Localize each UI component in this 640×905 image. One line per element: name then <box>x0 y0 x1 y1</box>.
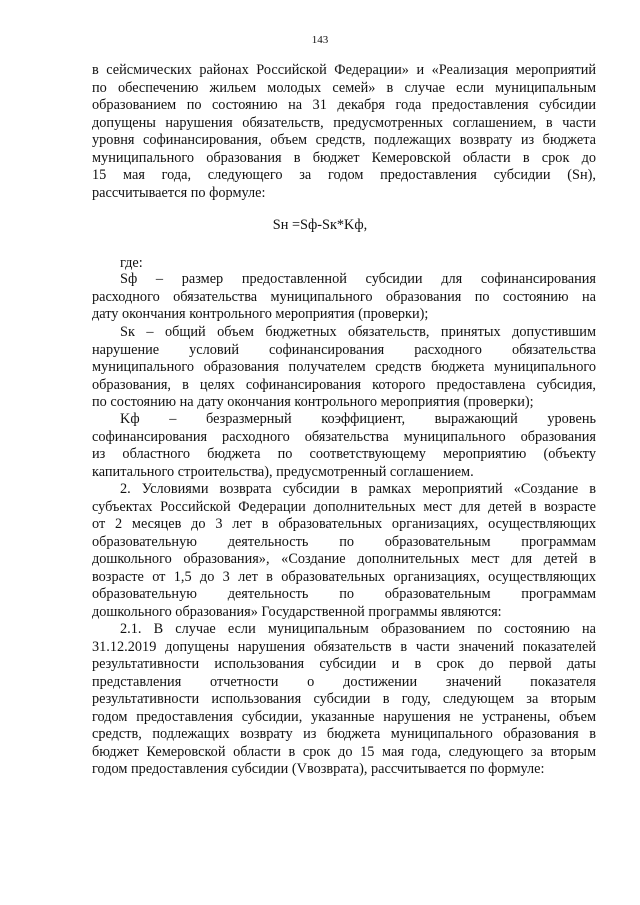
paragraph-intro <box>92 62 596 202</box>
paragraph-section-2-1 <box>92 621 596 779</box>
text-line: по обеспечению жильем молодых семей» в случае если муниципальным <box>92 79 596 96</box>
text-line: образования, в целях софинансирования которого предоставлена субсидия, <box>92 376 596 393</box>
text-line: капитального строительства), предусмотренный соглашением. <box>92 463 474 480</box>
text-line: Sф – размер предоставленной субсидии для софинансирования <box>120 271 596 287</box>
paragraph-kf-definition <box>92 411 596 481</box>
text-line: 31.12.2019 допущены нарушения обязательств в части значений показателей <box>92 638 596 655</box>
text-line: дошкольного образования» Государственной программы являются: <box>92 603 502 620</box>
text-line: образовательную деятельность по образовательным программам <box>92 586 596 602</box>
formula: Sн =Sф-Sк*Kф, <box>272 217 368 233</box>
text-line: дошкольного образования», «Создание дополнительных мест для детей в <box>92 551 596 567</box>
text-line: результативности использования субсидии и в срок до первой даты <box>92 656 596 672</box>
text-line: годом предоставления субсидии, указанные нарушения не устранены, объем <box>92 708 596 725</box>
text-line: образованием по состоянию на 31 декабря года предоставления субсидии <box>92 97 596 113</box>
text-line: расходного обязательства муниципального образования по состоянию на <box>92 288 596 305</box>
text-line: дату окончания контрольного мероприятия (проверки); <box>92 306 429 322</box>
text-line: 2.1. В случае если муниципальным образованием по состоянию на <box>120 621 596 637</box>
text-line: из областного бюджета по соответствующему мероприятию (объекту <box>92 446 596 462</box>
text-line: представления отчетности о достижении значений показателя <box>92 673 596 690</box>
text-line: допущены нарушения обязательств, предусмотренных соглашением, в части <box>92 114 596 131</box>
text-line: рассчитывается по формуле: <box>92 184 266 201</box>
page-number: 143 <box>311 34 329 46</box>
text-line: по состоянию на дату окончания контрольного мероприятия (проверки); <box>92 394 534 410</box>
paragraph-sk-definition <box>92 324 596 412</box>
text-line: муниципального образования получателем средств бюджета муниципального <box>92 359 596 375</box>
where-label: где: <box>120 255 143 271</box>
text-line: Sк – общий объем бюджетных обязательств, принятых допустившим <box>120 324 596 340</box>
text-line: в сейсмических районах Российской Федерации» и «Реализация мероприятий <box>92 62 596 78</box>
text-line: муниципального образования в бюджет Кемеровской области в срок до <box>92 149 596 166</box>
text-line: 15 мая года, следующего за годом предоставления субсидии (Sн), <box>92 167 596 183</box>
text-line: результативности использования субсидии в году, следующем за вторым <box>92 691 596 707</box>
text-line: годом предоставления субсидии (Vвозврата), рассчитывается по формуле: <box>92 761 545 777</box>
text-line: возрасте от 1,5 до 3 лет в образовательных организациях, осуществляющих <box>92 568 596 585</box>
text-line: от 2 месяцев до 3 лет в образовательных организациях, осуществляющих <box>92 516 596 532</box>
paragraph-sf-definition <box>92 271 596 324</box>
text-line: нарушение условий софинансирования расходного обязательства <box>92 341 596 358</box>
text-line: образовательную деятельность по образовательным программам <box>92 533 596 550</box>
text-line: 2. Условиями возврата субсидии в рамках мероприятий «Создание в <box>120 481 596 497</box>
paragraph-section-2 <box>92 481 596 621</box>
text-line: бюджет Кемеровской области в срок до 15 мая года, следующего за вторым <box>92 743 596 760</box>
text-line: Kф – безразмерный коэффициент, выражающий уровень <box>120 411 596 427</box>
text-line: уровня софинансирования, объем средств, подлежащих возврату из бюджета <box>92 132 596 148</box>
text-line: субъектах Российской Федерации дополнительных мест для детей в возрасте <box>92 498 596 515</box>
text-line: средств, подлежащих возврату из бюджета муниципального образования в <box>92 726 596 742</box>
text-line: софинансирования расходного обязательства муниципального образования <box>92 428 596 445</box>
